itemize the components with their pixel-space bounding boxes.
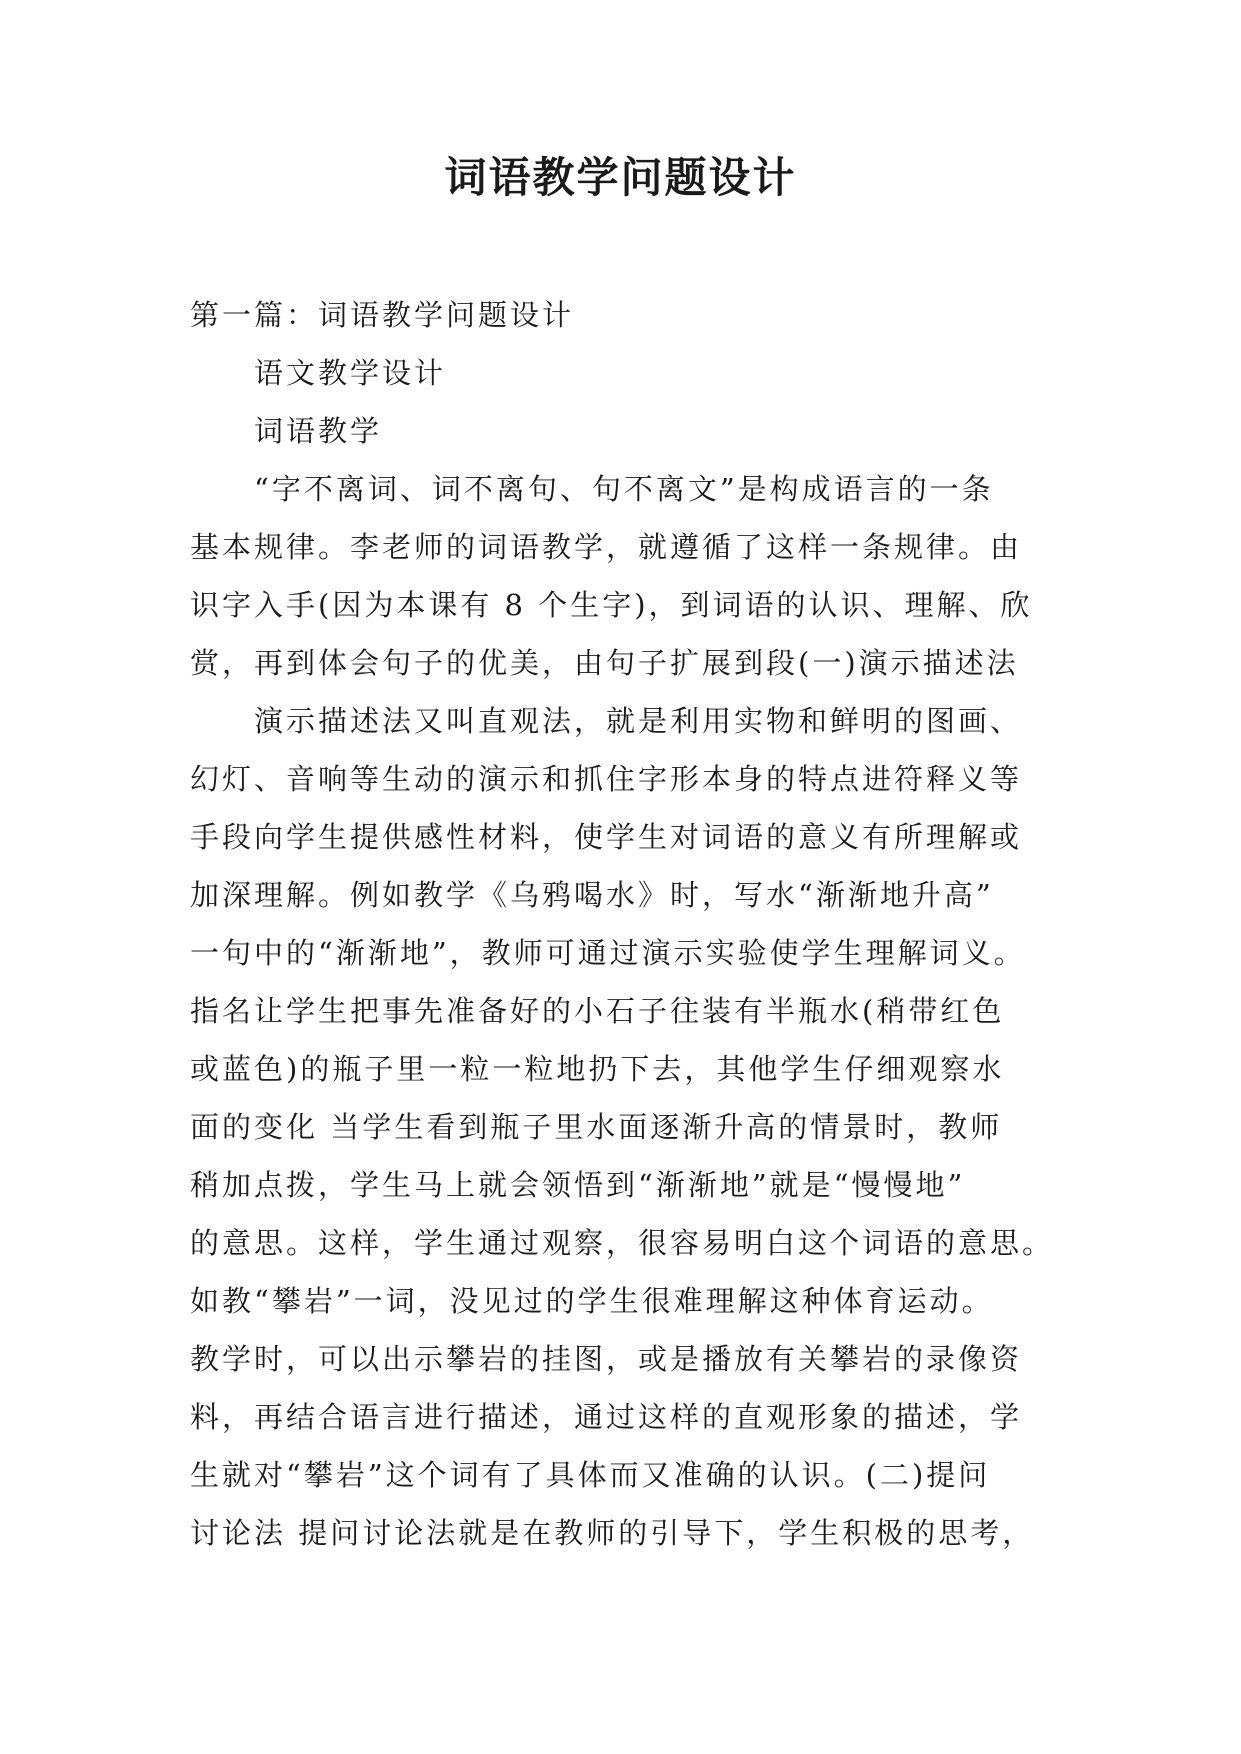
sub-heading: 语文教学设计 bbox=[254, 356, 447, 390]
document-body bbox=[190, 286, 1060, 1562]
body-paragraph: 演示描述法又叫直观法，就是利用实物和鲜明的图画、 幻灯、音响等生动的演示和抓住字形本身的特点进符释义等 手段向学生提供感性材料，使学生对词语的意义有所理解或 加深理解。例如教学《乌鸦喝水》时，写水“渐渐地升高” 一句中的“渐渐地”，教师可通过演示实验使学生理解词义。 指名让学生把事先准备好的小石子往装有半瓶水(稍带红色 或蓝色)的瓶子里一粒一粒地扔下去，其他学生仔细观察水 面的变化 当学生看到瓶子里水面逐渐升高的情景时，教师 稍加点拨，学生马上就会领悟到“渐渐地”就是“慢慢地” 的意思。这样，学生通过观察，很容易明白这个词语的意思。 如教“攀岩”一词，没见过的学生很难理解这种体育运动。 教学时，可以出示攀岩的挂图，或是播放有关攀岩的录像资 料，再结合语言进行描述，通过这样的直观形象的描述，学 生就对“攀岩”这个词有了具体而又准确的认识。(二)提问 讨论法 提问讨论法就是在教师的引导下，学生积极的思考， bbox=[190, 704, 1055, 1550]
section-heading: 第一篇：词语教学问题设计 bbox=[190, 298, 575, 332]
body-paragraph: “字不离词、词不离句、句不离文”是构成语言的一条 基本规律。李老师的词语教学，就遵循了这样一条规律。由 识字入手(因为本课有 8 个生字)，到词语的认识、理解、欣 赏，再到体会句子的优美，由句子扩展到段(一)演示描述法 bbox=[190, 472, 1033, 680]
sub-heading: 词语教学 bbox=[254, 414, 383, 448]
document-title: 词语教学问题设计 bbox=[444, 153, 797, 202]
